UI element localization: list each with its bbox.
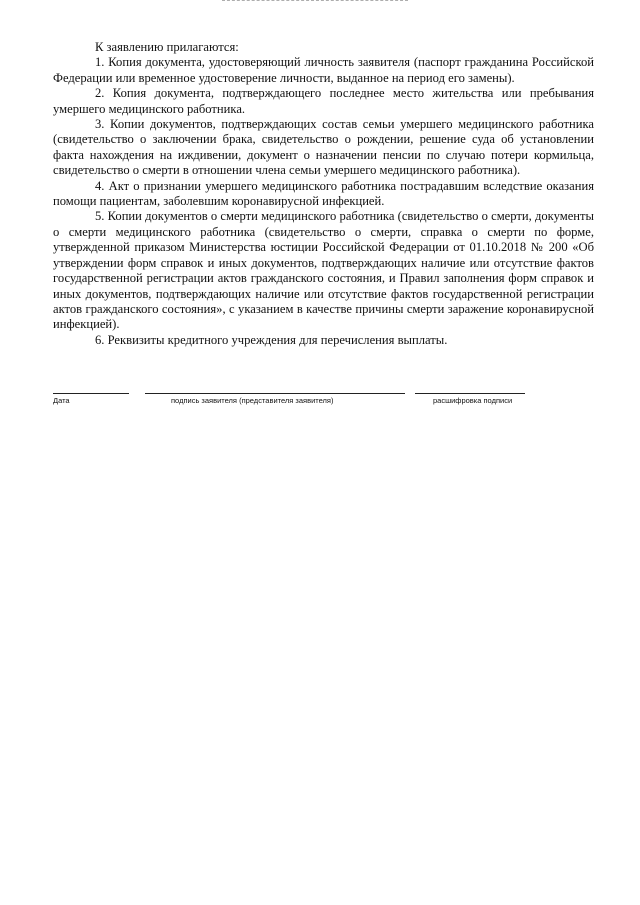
attachment-item-5: 5. Копии документов о смерти медицинского работника (свидетельство о смерти, документы о смерти медицинского работника (свидетельство о смерти, справка о смерти по форме, утвержденной приказом Министерства юстиции Российской Федерации от 01.10.2018 № 200 «Об утверждении форм справок и иных документов, подтверждающих наличие или отсутствие фактов государственной регистрации актов гражданского состояния, и Правил заполнения форм справок и иных документов, подтверждающих наличие или отсутствие фактов государственной регистрации актов гражданского состояния», с указанием в качестве причины смерти заражение коронавирусной инфекцией). <box>53 209 594 332</box>
signature-line <box>145 393 405 394</box>
attachments-list <box>53 40 594 348</box>
attachment-item-6: 6. Реквизиты кредитного учреждения для перечисления выплаты. <box>95 332 448 347</box>
attachment-item-3: 3. Копии документов, подтверждающих состав семьи умершего медицинского работника (свидетельство о заключении брака, свидетельство о рождении, решение суда об установлении факта нахождения на иждивении, документ о назначении пенсии по случаю потери кормильца, свидетельство о смерти в отношении члена семьи умершего медицинского работника). <box>53 117 594 178</box>
attachment-item-4: 4. Акт о признании умершего медицинского работника пострадавшим вследствие оказания помощи пациентам, заболевшим коронавирусной инфекцией. <box>53 178 594 209</box>
decode-label: расшифровка подписи <box>433 396 513 405</box>
attachment-item-2: 2. Копия документа, подтверждающего последнее место жительства или пребывания умершего медицинского работника. <box>53 86 594 116</box>
date-line <box>53 393 129 394</box>
signature-block <box>53 390 594 410</box>
scan-artifact <box>222 0 408 4</box>
attachment-item-1: 1. Копия документа, удостоверяющий личность заявителя (паспорт гражданина Российской Федерации или временное удостоверение личности, выданное на период его замены). <box>53 55 594 85</box>
decode-line <box>415 393 525 394</box>
date-label: Дата <box>53 396 70 405</box>
signature-label: подпись заявителя (представителя заявителя) <box>171 396 334 405</box>
intro-text: К заявлению прилагаются: <box>95 40 239 54</box>
